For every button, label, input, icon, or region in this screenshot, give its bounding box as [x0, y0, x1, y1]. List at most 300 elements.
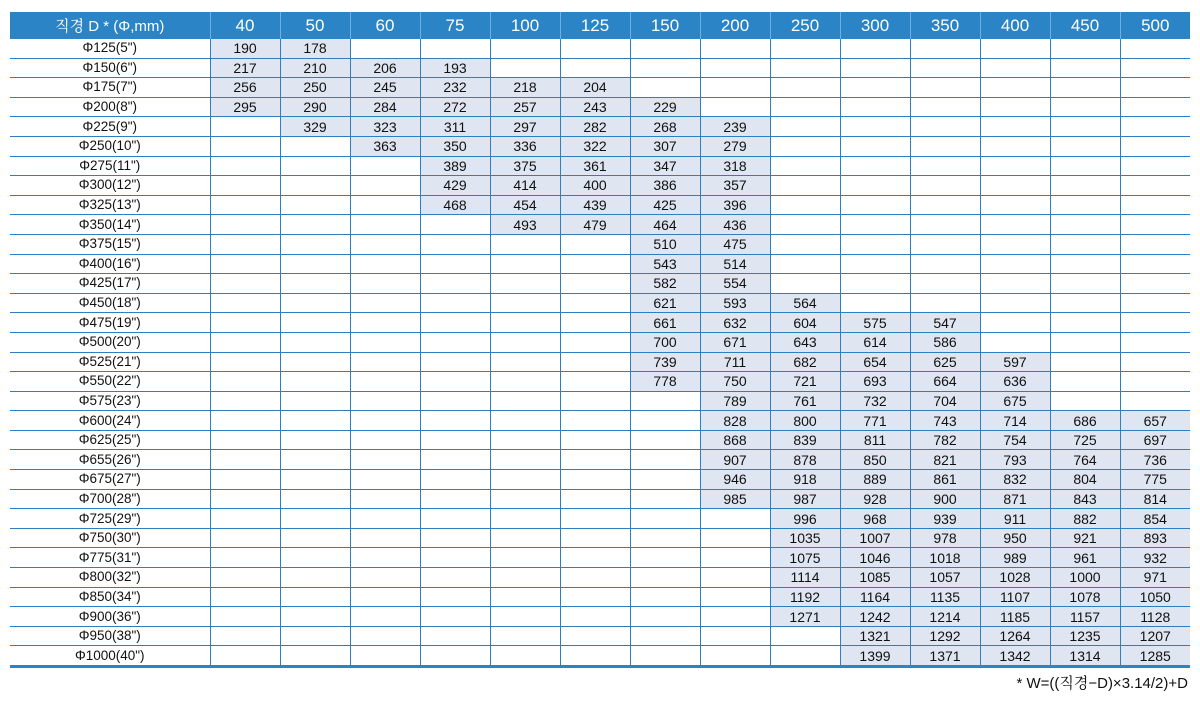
table-cell [280, 274, 350, 294]
table-cell: 239 [700, 117, 770, 137]
table-cell: 911 [980, 509, 1050, 529]
table-cell: 928 [840, 489, 910, 509]
table-cell [1120, 293, 1190, 313]
table-cell: 968 [840, 509, 910, 529]
table-cell: 839 [770, 430, 840, 450]
table-cell: 439 [560, 195, 630, 215]
table-row [10, 78, 1190, 98]
table-cell [420, 39, 490, 58]
table-cell [630, 509, 700, 529]
table-cell [210, 470, 280, 490]
table-cell [350, 352, 420, 372]
row-label: Φ575(23") [10, 391, 210, 411]
table-cell [630, 646, 700, 667]
table-cell: 721 [770, 372, 840, 392]
table-cell: 664 [910, 372, 980, 392]
table-cell [280, 234, 350, 254]
table-cell: 1264 [980, 626, 1050, 646]
table-cell: 396 [700, 195, 770, 215]
table-cell [700, 568, 770, 588]
table-row [10, 548, 1190, 568]
table-cell: 697 [1120, 430, 1190, 450]
table-cell: 804 [1050, 470, 1120, 490]
table-cell: 868 [700, 430, 770, 450]
table-cell [910, 195, 980, 215]
table-cell [350, 39, 420, 58]
column-header: 100 [490, 12, 560, 39]
table-cell [420, 411, 490, 431]
table-cell [490, 548, 560, 568]
row-label: Φ1000(40") [10, 646, 210, 667]
table-cell [350, 215, 420, 235]
table-cell: 989 [980, 548, 1050, 568]
table-cell [210, 156, 280, 176]
table-cell: 1085 [840, 568, 910, 588]
table-cell [770, 254, 840, 274]
table-cell: 593 [700, 293, 770, 313]
table-cell [350, 528, 420, 548]
column-header: 40 [210, 12, 280, 39]
table-row [10, 450, 1190, 470]
table-cell [910, 78, 980, 98]
table-cell: 386 [630, 176, 700, 196]
table-cell [560, 372, 630, 392]
table-cell [980, 39, 1050, 58]
table-cell: 575 [840, 313, 910, 333]
table-cell: 985 [700, 489, 770, 509]
table-cell [1120, 58, 1190, 78]
table-cell: 375 [490, 156, 560, 176]
table-cell: 272 [420, 97, 490, 117]
table-cell [490, 528, 560, 548]
table-cell [210, 646, 280, 667]
row-label: Φ500(20") [10, 332, 210, 352]
table-cell [980, 332, 1050, 352]
table-cell [910, 234, 980, 254]
table-cell [1120, 352, 1190, 372]
table-cell: 1207 [1120, 626, 1190, 646]
table-cell [350, 274, 420, 294]
table-cell: 939 [910, 509, 980, 529]
table-cell [350, 254, 420, 274]
table-cell [280, 607, 350, 627]
table-cell: 347 [630, 156, 700, 176]
table-cell: 657 [1120, 411, 1190, 431]
table-cell [210, 528, 280, 548]
table-cell [840, 254, 910, 274]
table-cell [770, 156, 840, 176]
table-cell: 454 [490, 195, 560, 215]
table-cell [840, 39, 910, 58]
table-cell [210, 313, 280, 333]
table-cell [1050, 254, 1120, 274]
table-cell: 632 [700, 313, 770, 333]
table-cell: 389 [420, 156, 490, 176]
table-cell: 604 [770, 313, 840, 333]
table-cell [420, 352, 490, 372]
table-row [10, 97, 1190, 117]
table-cell [280, 293, 350, 313]
table-cell [210, 195, 280, 215]
table-cell: 322 [560, 136, 630, 156]
table-cell: 1050 [1120, 587, 1190, 607]
table-cell [1050, 58, 1120, 78]
table-cell: 218 [490, 78, 560, 98]
table-cell: 1057 [910, 568, 980, 588]
table-cell [420, 254, 490, 274]
table-cell: 971 [1120, 568, 1190, 588]
row-label: Φ625(25") [10, 430, 210, 450]
table-cell [630, 391, 700, 411]
table-cell [630, 528, 700, 548]
table-cell [980, 58, 1050, 78]
row-label: Φ550(22") [10, 372, 210, 392]
table-row [10, 39, 1190, 58]
table-cell [490, 430, 560, 450]
table-cell [1050, 78, 1120, 98]
table-cell [1120, 391, 1190, 411]
table-cell [420, 332, 490, 352]
table-cell [280, 626, 350, 646]
table-cell [980, 274, 1050, 294]
table-cell: 582 [630, 274, 700, 294]
table-cell [560, 450, 630, 470]
row-label: Φ225(9") [10, 117, 210, 137]
table-cell: 295 [210, 97, 280, 117]
table-cell: 700 [630, 332, 700, 352]
table-cell [840, 156, 910, 176]
table-cell: 229 [630, 97, 700, 117]
table-row [10, 254, 1190, 274]
table-cell: 329 [280, 117, 350, 137]
table-cell: 861 [910, 470, 980, 490]
table-cell: 693 [840, 372, 910, 392]
table-cell [910, 156, 980, 176]
table-row [10, 136, 1190, 156]
table-cell [700, 626, 770, 646]
table-cell: 1285 [1120, 646, 1190, 667]
table-cell [910, 176, 980, 196]
table-cell [280, 156, 350, 176]
table-cell [210, 352, 280, 372]
table-cell: 1292 [910, 626, 980, 646]
table-cell [630, 450, 700, 470]
table-cell [980, 195, 1050, 215]
column-header: 125 [560, 12, 630, 39]
table-cell [280, 568, 350, 588]
table-cell [490, 568, 560, 588]
table-cell: 671 [700, 332, 770, 352]
table-row [10, 156, 1190, 176]
table-cell [770, 234, 840, 254]
table-cell [420, 607, 490, 627]
table-cell [910, 97, 980, 117]
table-cell [630, 568, 700, 588]
table-cell: 1314 [1050, 646, 1120, 667]
table-row [10, 430, 1190, 450]
table-cell: 1128 [1120, 607, 1190, 627]
table-cell [210, 215, 280, 235]
table-cell [1120, 274, 1190, 294]
table-row [10, 391, 1190, 411]
table-cell: 918 [770, 470, 840, 490]
table-row [10, 528, 1190, 548]
table-cell [210, 626, 280, 646]
column-header: 350 [910, 12, 980, 39]
table-cell [1120, 215, 1190, 235]
table-cell: 1164 [840, 587, 910, 607]
table-cell [700, 78, 770, 98]
table-cell [490, 470, 560, 490]
table-cell: 1000 [1050, 568, 1120, 588]
table-cell [700, 97, 770, 117]
row-label: Φ375(15") [10, 234, 210, 254]
table-cell: 279 [700, 136, 770, 156]
table-cell: 1107 [980, 587, 1050, 607]
row-label: Φ175(7") [10, 78, 210, 98]
table-cell: 232 [420, 78, 490, 98]
table-cell: 1114 [770, 568, 840, 588]
table-cell [630, 607, 700, 627]
table-cell [280, 450, 350, 470]
table-cell [420, 293, 490, 313]
table-cell [1120, 136, 1190, 156]
table-cell [700, 587, 770, 607]
table-cell: 775 [1120, 470, 1190, 490]
table-cell: 245 [350, 78, 420, 98]
table-cell [980, 176, 1050, 196]
table-row [10, 626, 1190, 646]
table-cell [350, 176, 420, 196]
table-cell: 675 [980, 391, 1050, 411]
table-cell: 400 [560, 176, 630, 196]
table-cell [1050, 156, 1120, 176]
table-cell [1120, 97, 1190, 117]
table-row [10, 372, 1190, 392]
table-cell [490, 39, 560, 58]
table-cell [420, 430, 490, 450]
table-cell [770, 176, 840, 196]
table-cell: 1185 [980, 607, 1050, 627]
table-cell: 682 [770, 352, 840, 372]
table-cell [1120, 372, 1190, 392]
table-cell [980, 97, 1050, 117]
table-cell: 464 [630, 215, 700, 235]
table-cell [280, 352, 350, 372]
table-cell [840, 78, 910, 98]
table-cell [280, 509, 350, 529]
table-cell: 1035 [770, 528, 840, 548]
table-cell [420, 646, 490, 667]
table-cell [770, 97, 840, 117]
row-label: Φ150(6") [10, 58, 210, 78]
table-cell [280, 528, 350, 548]
table-cell [560, 39, 630, 58]
table-cell: 297 [490, 117, 560, 137]
table-cell [420, 626, 490, 646]
table-cell: 1242 [840, 607, 910, 627]
table-cell [280, 646, 350, 667]
table-cell [280, 332, 350, 352]
table-cell: 946 [700, 470, 770, 490]
table-cell [560, 509, 630, 529]
table-cell [980, 156, 1050, 176]
table-cell: 547 [910, 313, 980, 333]
table-cell: 336 [490, 136, 560, 156]
table-cell [560, 274, 630, 294]
table-cell: 725 [1050, 430, 1120, 450]
table-cell: 811 [840, 430, 910, 450]
table-cell [280, 136, 350, 156]
table-cell: 889 [840, 470, 910, 490]
table-cell [490, 587, 560, 607]
table-cell: 554 [700, 274, 770, 294]
table-cell: 318 [700, 156, 770, 176]
table-cell [700, 58, 770, 78]
table-cell [350, 568, 420, 588]
table-cell: 475 [700, 234, 770, 254]
table-cell [770, 646, 840, 667]
row-label: Φ655(26") [10, 450, 210, 470]
table-cell [980, 293, 1050, 313]
table-cell: 1135 [910, 587, 980, 607]
table-cell: 586 [910, 332, 980, 352]
table-cell: 193 [420, 58, 490, 78]
table-cell: 654 [840, 352, 910, 372]
row-label: Φ400(16") [10, 254, 210, 274]
table-cell: 736 [1120, 450, 1190, 470]
table-cell [630, 58, 700, 78]
table-cell [490, 313, 560, 333]
table-row [10, 470, 1190, 490]
table-cell: 1007 [840, 528, 910, 548]
table-cell [980, 254, 1050, 274]
table-row [10, 234, 1190, 254]
table-cell [630, 587, 700, 607]
table-cell [280, 391, 350, 411]
table-cell [630, 489, 700, 509]
table-cell: 661 [630, 313, 700, 333]
column-header: 200 [700, 12, 770, 39]
table-cell: 732 [840, 391, 910, 411]
table-cell [280, 430, 350, 450]
table-cell [1050, 195, 1120, 215]
table-cell [910, 254, 980, 274]
table-cell: 621 [630, 293, 700, 313]
table-cell [840, 215, 910, 235]
table-cell [1050, 234, 1120, 254]
table-cell [350, 489, 420, 509]
table-cell: 307 [630, 136, 700, 156]
table-cell [1050, 117, 1120, 137]
table-cell [420, 509, 490, 529]
table-cell [210, 332, 280, 352]
table-cell [770, 274, 840, 294]
table-cell [560, 470, 630, 490]
table-row [10, 489, 1190, 509]
table-cell [980, 313, 1050, 333]
table-cell: 363 [350, 136, 420, 156]
table-cell: 778 [630, 372, 700, 392]
table-cell: 204 [560, 78, 630, 98]
table-cell [490, 607, 560, 627]
table-cell [420, 528, 490, 548]
table-cell [1050, 391, 1120, 411]
table-cell [210, 234, 280, 254]
table-cell [280, 587, 350, 607]
table-cell [420, 548, 490, 568]
table-cell: 921 [1050, 528, 1120, 548]
column-header: 150 [630, 12, 700, 39]
column-header: 50 [280, 12, 350, 39]
table-cell [1120, 39, 1190, 58]
table-cell [210, 450, 280, 470]
table-cell [560, 254, 630, 274]
table-cell: 468 [420, 195, 490, 215]
table-row [10, 646, 1190, 667]
table-cell [910, 274, 980, 294]
table-cell [1050, 215, 1120, 235]
table-cell: 250 [280, 78, 350, 98]
table-row [10, 215, 1190, 235]
table-cell: 754 [980, 430, 1050, 450]
table-cell: 704 [910, 391, 980, 411]
table-cell: 1235 [1050, 626, 1120, 646]
table-cell [490, 58, 560, 78]
column-header: 400 [980, 12, 1050, 39]
table-cell [210, 293, 280, 313]
table-cell [210, 587, 280, 607]
table-cell: 950 [980, 528, 1050, 548]
table-cell [560, 607, 630, 627]
row-label: Φ125(5") [10, 39, 210, 58]
table-cell [1120, 117, 1190, 137]
table-cell: 643 [770, 332, 840, 352]
table-cell [490, 646, 560, 667]
table-cell: 350 [420, 136, 490, 156]
table-cell [770, 136, 840, 156]
table-cell [1050, 176, 1120, 196]
column-header: 75 [420, 12, 490, 39]
table-cell [560, 58, 630, 78]
table-cell: 323 [350, 117, 420, 137]
table-cell [280, 489, 350, 509]
table-row [10, 274, 1190, 294]
table-cell [350, 430, 420, 450]
table-cell: 1192 [770, 587, 840, 607]
table-cell [560, 587, 630, 607]
table-cell [490, 293, 560, 313]
table-cell [770, 215, 840, 235]
table-cell [350, 626, 420, 646]
table-cell [560, 391, 630, 411]
table-cell [350, 195, 420, 215]
table-row [10, 587, 1190, 607]
table-cell: 178 [280, 39, 350, 58]
table-cell: 771 [840, 411, 910, 431]
table-cell: 414 [490, 176, 560, 196]
table-cell [280, 313, 350, 333]
table-cell: 282 [560, 117, 630, 137]
table-cell: 893 [1120, 528, 1190, 548]
table-cell [560, 411, 630, 431]
column-header: 500 [1120, 12, 1190, 39]
row-label: Φ950(38") [10, 626, 210, 646]
table-cell [210, 548, 280, 568]
table-cell [350, 293, 420, 313]
table-cell [490, 450, 560, 470]
table-cell: 311 [420, 117, 490, 137]
